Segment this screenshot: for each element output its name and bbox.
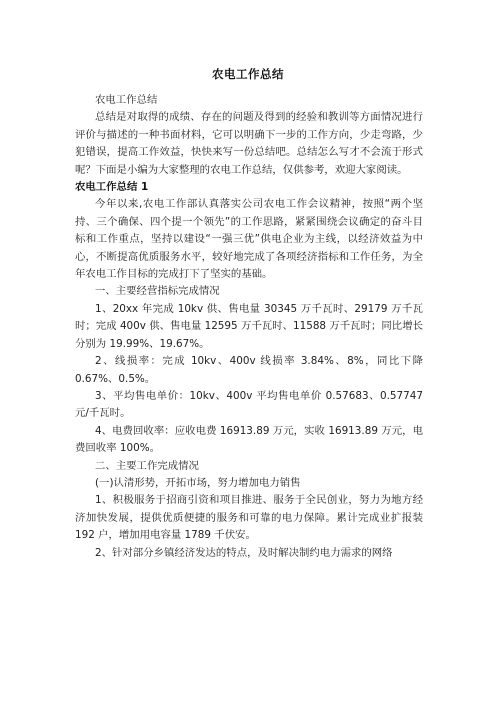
body-paragraph: 4、电费回收率：应收电费 16913.89 万元，实收 16913.89 万元，电费回收率 100%。 [75,424,423,455]
document-body [75,92,423,562]
body-paragraph: 1、积极服务于招商引资和项目推进、服务于全民创业，努力为地方经济加快发展，提供优质便捷的服务和可靠的电力保障。累计完成业扩报装 192 户，增加用电容量 1789 千伏安。 [75,494,423,542]
page-title: 农电工作总结 [212,67,284,81]
body-paragraph: 1、20xx 年完成 10kv 供、售电量 30345 万千瓦时、29179 万千瓦时；完成 400v 供、售电量 12595 万千瓦时、11588 万千瓦时；同比增长分别为 19.99%、19.67%。 [75,302,423,350]
intro-paragraph: 总结是对取得的成绩、存在的问题及得到的经验和教训等方面情况进行评价与描述的一种书面材料，它可以明确下一步的工作方向，少走弯路，少犯错误，提高工作效益，快快来写一份总结吧。总结怎么写才不会流于形式呢？下面是小编为大家整理的农电工作总结，仅供参考，欢迎大家阅读。 [75,111,423,176]
body-paragraph: 2、针对部分乡镇经济发达的特点，及时解决制约电力需求的网络 [95,546,393,559]
body-paragraph: 3、平均售电单价：10kv、400v 平均售电单价 0.57683、0.57747 元/千瓦时。 [75,389,423,420]
subheading-indicators: 一、主要经营指标完成情况 [95,285,220,298]
subheading-work: 二、主要工作完成情况 [95,459,199,472]
intro-heading: 农电工作总结 [95,94,158,106]
subheading-market: (一)认清形势，开拓市场，努力增加电力销售 [95,476,301,489]
body-paragraph: 今年以来,农电工作部认真落实公司农电工作会议精神，按照“两个坚持、三个确保、四个提一个领先”的工作思路，紧紧围绕会议确定的奋斗目标和工作重点，坚持以建设“一强三优”供电企业为主线，以经济效益为中心，不断提高优质服务水平，较好地完成了各项经济指标和工作任务，为全年农电工作目标的完成打下了坚实的基础。 [75,198,423,281]
body-paragraph: 2、线损率：完成 10kv、400v 线损率 3.84%、8%，同比下降 0.67%、0.5%。 [75,355,423,385]
section-heading: 农电工作总结 1 [75,181,149,194]
